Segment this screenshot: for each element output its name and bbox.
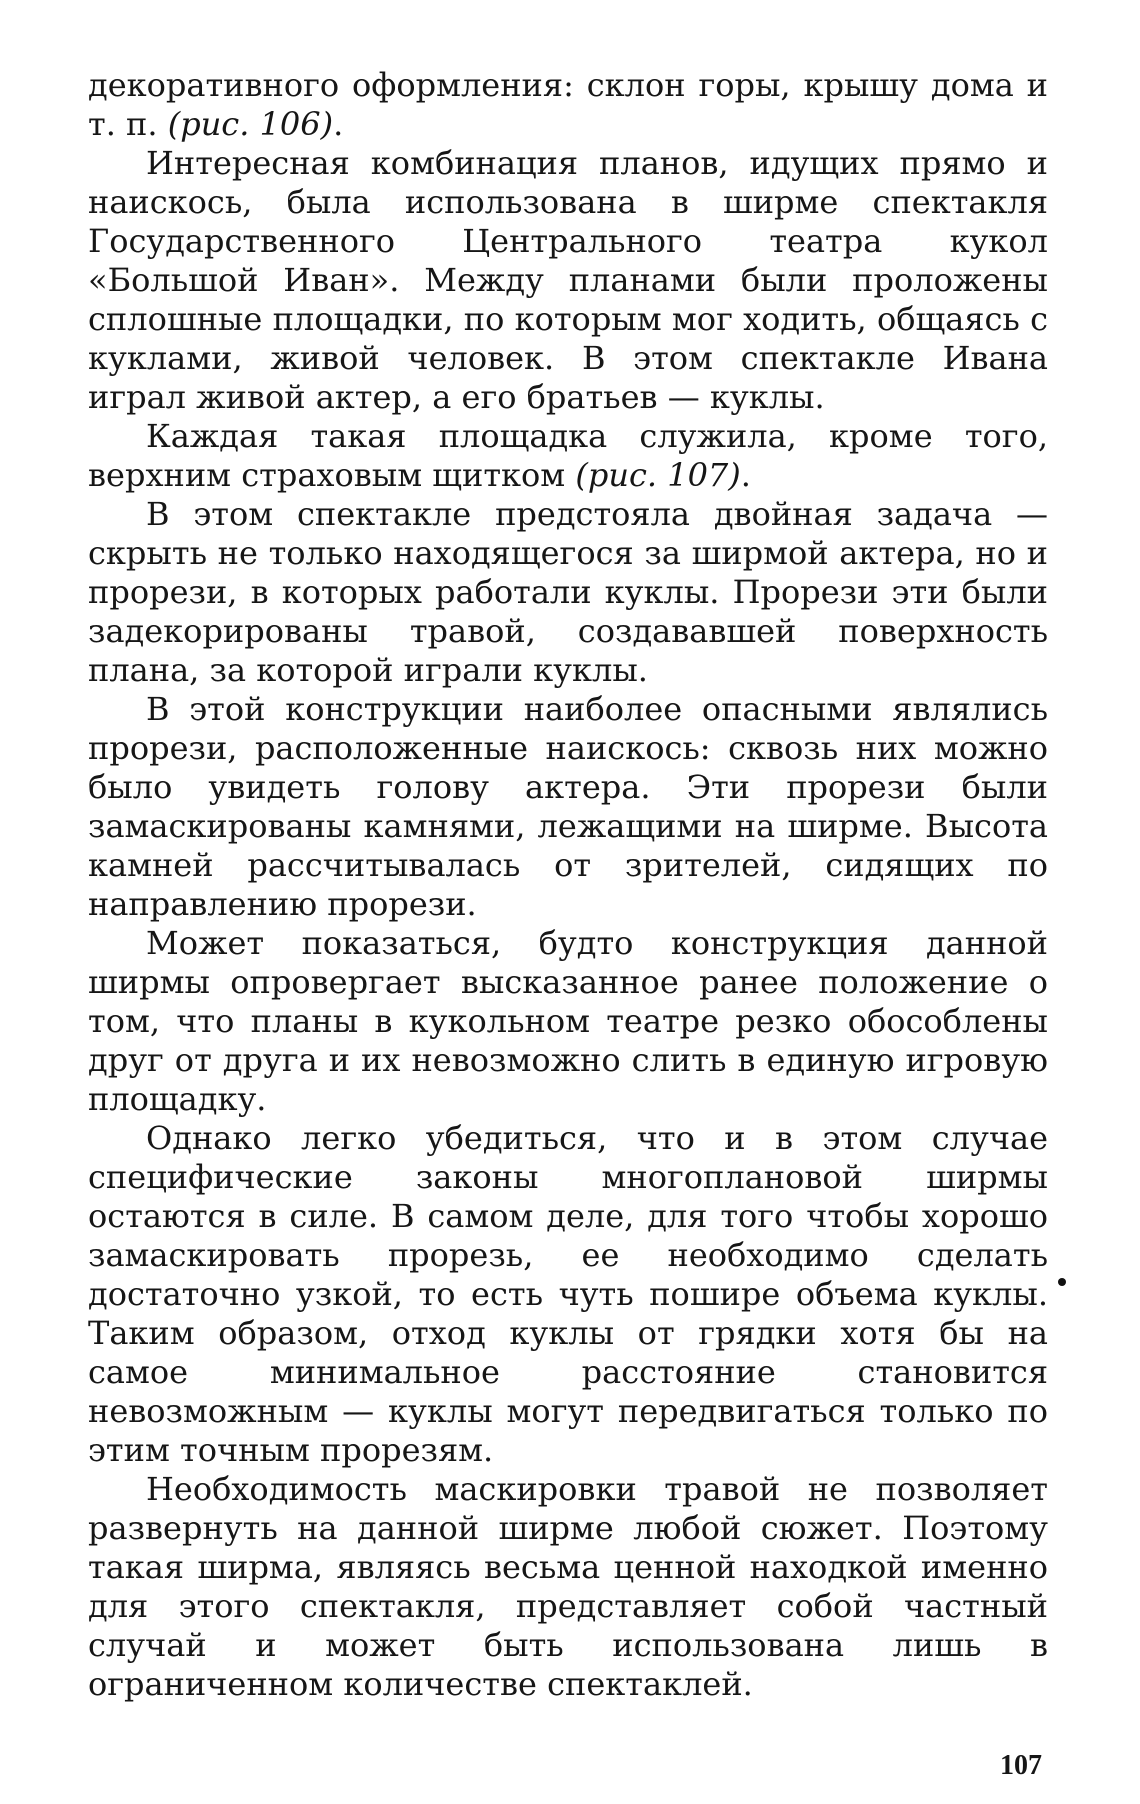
paragraph-3: Каждая такая площадка служила, кроме того, верхним страховым щитком (рис. 107). xyxy=(88,417,1048,494)
paragraph-5: В этой конструкции наиболее опасными являлись прорези, расположенные наискось: сквозь них можно было увидеть голову актера. Эти прорези были замаскированы камнями, лежащими на ширме. Высота камней рассчитывалась от зрителей, сидящих по направлению прорези. xyxy=(88,690,1048,923)
text-block xyxy=(88,66,1048,1704)
figure-reference-107: (рис. 107) xyxy=(575,456,741,494)
paragraph-1: декоративного оформления: склон горы, крышу дома и т. п. (рис. 106). xyxy=(88,66,1048,143)
figure-reference-106: (рис. 106) xyxy=(167,105,334,143)
margin-dot-mark xyxy=(1058,1278,1066,1286)
paragraph-6: Может показаться, будто конструкция данной ширмы опровергает высказанное ранее положение о том, что планы в кукольном театре резко обособлены друг от друга и их невозможно слить в единую игровую площадку. xyxy=(88,924,1048,1118)
paragraph-7: Однако легко убедиться, что и в этом случае специфические законы многоплановой ширмы остаются в силе. В самом деле, для того чтобы хорошо замаскировать прорезь, ее необходимо сделать достаточно узкой, то есть чуть пошире объема куклы. Таким образом, отход куклы от грядки хотя бы на самое минимальное расстояние становится невозможным — куклы могут передвигаться только по этим точным прорезям. xyxy=(88,1119,1048,1469)
paragraph-8: Необходимость маскировки травой не позволяет развернуть на данной ширме любой сюжет. Поэтому такая ширма, являясь весьма ценной находкой именно для этого спектакля, представляет собой частный случай и может быть использована лишь в ограниченном количестве спектаклей. xyxy=(88,1470,1048,1703)
paragraph-4: В этом спектакле предстояла двойная задача — скрыть не только находящегося за ширмой актера, но и прорези, в которых работали куклы. Прорези эти были задекорированы травой, создававшей поверхность плана, за которой играли куклы. xyxy=(88,495,1048,689)
paragraph-2: Интересная комбинация планов, идущих прямо и наискось, была использована в ширме спектакля Государственного Центрального театра кукол «Большой Иван». Между планами были проложены сплошные площадки, по которым мог ходить, общаясь с куклами, живой человек. В этом спектакле Ивана играл живой актер, а его братьев — куклы. xyxy=(88,144,1048,416)
page-body xyxy=(88,66,1048,1704)
page-number: 107 xyxy=(1000,1750,1042,1781)
